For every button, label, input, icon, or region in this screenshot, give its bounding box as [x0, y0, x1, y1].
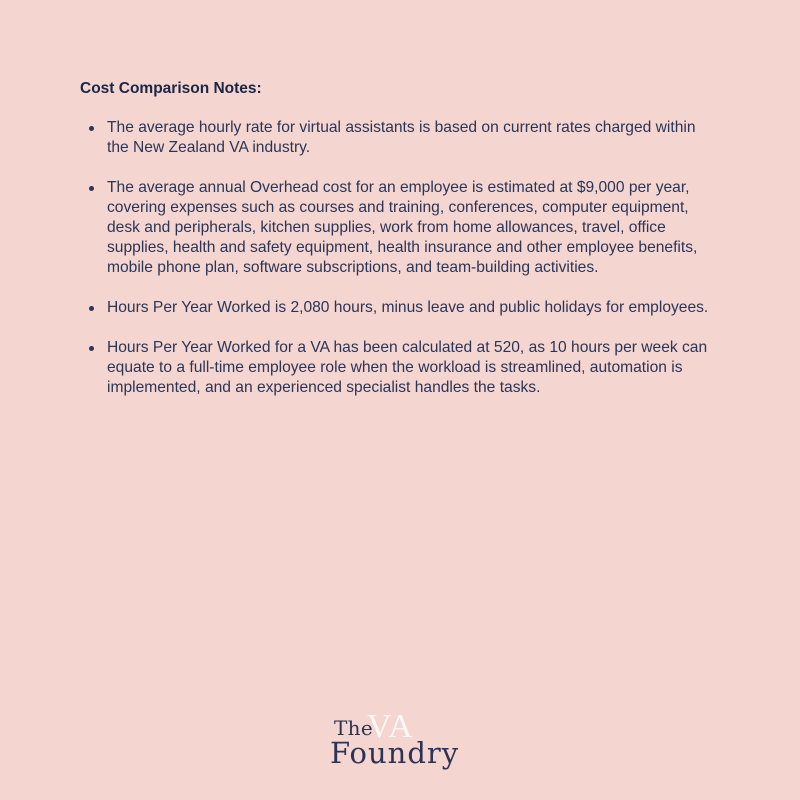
logo-va-text: VA [367, 708, 414, 745]
bullet-icon [89, 306, 94, 311]
list-item [80, 118, 720, 158]
list-item [80, 338, 720, 398]
cost-comparison-notes [80, 79, 720, 418]
bullet-icon [89, 126, 94, 131]
bullet-icon [89, 186, 94, 191]
list-item [80, 298, 720, 318]
logo-foundry-text: Foundry [330, 736, 460, 770]
list-item-text: The average annual Overhead cost for an employee is estimated at $9,000 per year, covering expenses such as courses and training, conferences, computer equipment, desk and peripherals, kitchen supplies, work from home allowances, travel, office supplies, health and safety equipment, health insurance and other employee benefits, mobile phone plan, software subscriptions, and team-building activities. [107, 179, 698, 276]
list-item-text: Hours Per Year Worked for a VA has been calculated at 520, as 10 hours per week can equate to a full-time employee role when the workload is streamlined, automation is implemented, and an experienced specialist handles the tasks. [107, 339, 708, 396]
logo-the-text: The [334, 716, 373, 740]
brand-logo [330, 708, 480, 778]
notes-list [80, 118, 720, 398]
list-item-text: Hours Per Year Worked is 2,080 hours, minus leave and public holidays for employees. [107, 299, 709, 316]
notes-title: Cost Comparison Notes: [80, 80, 262, 97]
list-item [80, 178, 720, 278]
list-item-text: The average hourly rate for virtual assistants is based on current rates charged within the New Zealand VA industry. [107, 119, 696, 156]
bullet-icon [89, 346, 94, 351]
